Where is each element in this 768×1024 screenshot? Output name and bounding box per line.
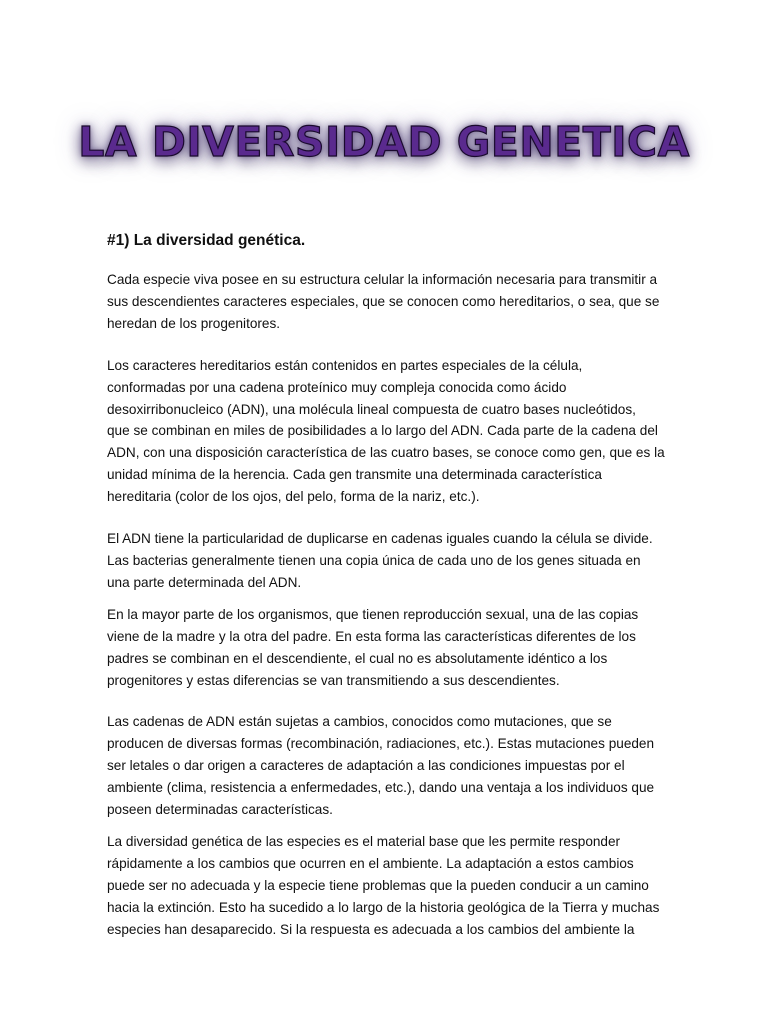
paragraph-spacer bbox=[107, 594, 663, 604]
paragraph-line: unidad mínima de la herencia. Cada gen transmite una determinada característica bbox=[107, 467, 602, 483]
paragraph-line: hacia la extinción. Esto ha sucedido a lo largo de la historia geológica de la Tierra y muchas bbox=[107, 899, 660, 915]
paragraph-line: padres se combinan en el descendiente, el cual no es absolutamente idéntico a los bbox=[107, 650, 608, 666]
paragraph-line: que se combinan en miles de posibilidades a lo largo del ADN. Cada parte de la cadena del bbox=[107, 423, 658, 439]
paragraph-2 bbox=[107, 355, 663, 508]
title-container bbox=[0, 112, 768, 173]
paragraph-line: El ADN tiene la particularidad de duplicarse en cadenas iguales cuando la célula se divide. bbox=[107, 531, 653, 547]
document-body bbox=[107, 229, 663, 940]
paragraph-line: poseen determinadas características. bbox=[107, 802, 333, 818]
paragraph-5 bbox=[107, 711, 663, 821]
paragraph-line: progenitores y estas diferencias se van transmitiendo a sus descendientes. bbox=[107, 672, 560, 688]
paragraph-line: viene de la madre y la otra del padre. En esta forma las características diferentes de los bbox=[107, 628, 636, 644]
paragraph-line: desoxirribonucleico (ADN), una molécula lineal compuesta de cuatro bases nucleótidos, bbox=[107, 401, 636, 417]
paragraph-line: ADN, con una disposición característica de las cuatro bases, se conoce como gen, que es la bbox=[107, 445, 665, 461]
paragraph-line: En la mayor parte de los organismos, que tienen reproducción sexual, una de las copias bbox=[107, 606, 639, 622]
paragraph-line: ser letales o dar origen a caracteres de adaptación a las condiciones impuestas por el bbox=[107, 758, 625, 774]
paragraph-line: una parte determinada del ADN. bbox=[107, 574, 302, 590]
paragraph-line: sus descendientes caracteres especiales, que se conocen como hereditarios, o sea, que se bbox=[107, 293, 660, 309]
paragraph-line: hereditaria (color de los ojos, del pelo, forma de la nariz, etc.). bbox=[107, 489, 480, 505]
paragraph-line: La diversidad genética de las especies es el material base que les permite responder bbox=[107, 833, 621, 849]
paragraph-3 bbox=[107, 528, 663, 594]
paragraph-line: rápidamente a los cambios que ocurren en el ambiente. La adaptación a estos cambios bbox=[107, 855, 634, 871]
paragraph-line: puede ser no adecuada y la especie tiene problemas que la pueden conducir a un camino bbox=[107, 877, 649, 893]
paragraph-6 bbox=[107, 831, 663, 941]
paragraph-line: ambiente (clima, resistencia a enfermedades, etc.), dando una ventaja a los individuos que bbox=[107, 780, 655, 796]
paragraph-line: especies han desaparecido. Si la respuesta es adecuada a los cambios del ambiente la bbox=[107, 921, 635, 937]
paragraph-spacer bbox=[107, 821, 663, 831]
document-title: LA DIVERSIDAD GENETICA bbox=[78, 118, 690, 166]
paragraph-spacer bbox=[107, 691, 663, 711]
paragraph-4 bbox=[107, 604, 663, 692]
paragraph-spacer bbox=[107, 508, 663, 528]
paragraph-spacer bbox=[107, 335, 663, 355]
paragraph-1 bbox=[107, 269, 663, 335]
section-heading: #1) La diversidad genética. bbox=[107, 232, 306, 249]
paragraph-line: Los caracteres hereditarios están contenidos en partes especiales de la célula, bbox=[107, 357, 583, 373]
paragraph-line: heredan de los progenitores. bbox=[107, 315, 281, 331]
paragraph-line: Cada especie viva posee en su estructura celular la información necesaria para transmitir a bbox=[107, 272, 658, 287]
paragraph-line: Las bacterias generalmente tienen una copia única de cada uno de los genes situada en bbox=[107, 552, 641, 568]
paragraph-line: producen de diversas formas (recombinación, radiaciones, etc.). Estas mutaciones pueden bbox=[107, 736, 655, 752]
paragraph-line: Las cadenas de ADN están sujetas a cambios, conocidos como mutaciones, que se bbox=[107, 714, 612, 730]
paragraph-line: conformadas por una cadena proteínico muy compleja conocida como ácido bbox=[107, 379, 567, 395]
